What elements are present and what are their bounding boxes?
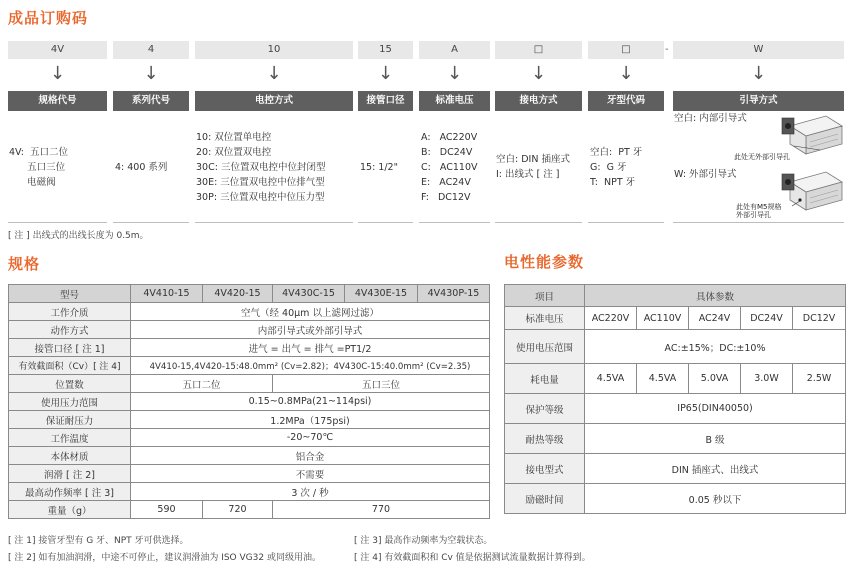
options-connection <box>496 152 570 182</box>
option-text: 30E: 三位置双电控中位排气型 <box>196 177 325 188</box>
label-pilot: 引导方式 <box>673 91 844 111</box>
divider <box>419 222 490 223</box>
elec-cell: B 级 <box>585 424 846 454</box>
option-pilot-external: W: 外部引导式 <box>674 169 737 180</box>
elec-cell: 4.5VA <box>637 364 689 394</box>
elec-cell: AC:±15%；DC:±10% <box>585 330 846 364</box>
table-row <box>505 330 846 364</box>
elec-cell: AC220V <box>585 307 637 330</box>
table-row <box>9 411 490 429</box>
spec-row-label: 重量（g） <box>9 501 131 519</box>
table-row <box>505 484 846 514</box>
spec-row-label: 位置数 <box>9 375 131 393</box>
table-row <box>9 339 490 357</box>
table-row <box>9 501 490 519</box>
options-control <box>196 130 325 205</box>
elec-cell: 3.0W <box>741 364 793 394</box>
table-row <box>9 429 490 447</box>
label-series: 系列代号 <box>113 91 189 111</box>
table-row <box>9 447 490 465</box>
elec-title: 电性能参数 <box>504 253 585 271</box>
spec-cell: -20~70℃ <box>131 429 490 447</box>
table-row <box>505 394 846 424</box>
option-text: 4: 400 系列 <box>115 162 168 173</box>
spec-cell: 590 <box>131 501 203 519</box>
label-spec: 规格代号 <box>8 91 107 111</box>
elec-row-label: 励磁时间 <box>505 484 585 514</box>
elec-header-cell: 具体参数 <box>585 285 846 307</box>
option-pilot-internal: 空白: 内部引导式 <box>674 113 747 124</box>
arrow-down-icon: ↓ <box>377 63 394 84</box>
valve-note-external <box>736 203 782 219</box>
spec-table <box>8 284 490 519</box>
arrow-down-icon: ↓ <box>143 63 159 84</box>
option-text: C: AC110V <box>421 162 478 173</box>
option-text: T: NPT 牙 <box>590 177 636 188</box>
table-row <box>9 285 490 303</box>
elec-row-label: 耐热等级 <box>505 424 585 454</box>
divider <box>358 222 413 223</box>
divider <box>588 222 664 223</box>
spec-row-label: 工作温度 <box>9 429 131 447</box>
spec-header-cell: 4V430P-15 <box>418 285 490 303</box>
spec-note-3: [ 注 3] 最高作动频率为空载状态。 <box>354 536 493 546</box>
option-text: I: 出线式 [ 注 ] <box>496 169 560 180</box>
spec-note-2: [ 注 2] 如有加油润滑，中途不可停止，建议润滑油为 ISO VG32 或同级用油。 <box>8 553 321 563</box>
option-text: 五口三位 <box>9 162 66 173</box>
elec-cell: DIN 插座式、出线式 <box>585 454 846 484</box>
table-row <box>9 393 490 411</box>
elec-cell: 5.0VA <box>689 364 741 394</box>
code-pilot: W <box>673 41 844 59</box>
code-port: 15 <box>358 41 413 59</box>
option-text: 15: 1/2" <box>360 162 398 173</box>
divider <box>113 222 189 223</box>
elec-header-cell: 项目 <box>505 285 585 307</box>
code-spec: 4V <box>8 41 107 59</box>
label-voltage: 标准电压 <box>419 91 490 111</box>
spec-row-label: 保证耐压力 <box>9 411 131 429</box>
arrow-down-icon: ↓ <box>49 63 66 84</box>
option-text: F: DC12V <box>421 192 471 203</box>
divider <box>495 222 582 223</box>
spec-cell: 3 次 / 秒 <box>131 483 490 501</box>
valve-note-internal: 此处无外部引导孔 <box>734 153 790 161</box>
elec-row-label: 保护等级 <box>505 394 585 424</box>
code-dash: - <box>665 44 669 55</box>
spec-header-cell: 4V410-15 <box>131 285 203 303</box>
table-row <box>505 364 846 394</box>
option-text: 30P: 三位置双电控中位压力型 <box>196 192 325 203</box>
spec-cell: 空气（经 40μm 以上滤网过滤） <box>131 303 490 321</box>
option-text: 30C: 三位置双电控中位封闭型 <box>196 162 326 173</box>
table-row <box>9 375 490 393</box>
option-text: 20: 双位置双电控 <box>196 147 272 158</box>
arrow-down-icon: ↓ <box>530 63 547 84</box>
elec-cell: AC24V <box>689 307 741 330</box>
valve-external-pilot-image <box>780 170 846 216</box>
arrow-down-icon: ↓ <box>750 63 767 84</box>
option-text: 空白: PT 牙 <box>590 147 643 158</box>
table-row <box>9 465 490 483</box>
option-text: A: AC220V <box>421 132 478 143</box>
table-row <box>505 307 846 330</box>
ordering-note: [ 注 ] 出线式的出线长度为 0.5m。 <box>8 231 149 241</box>
label-port: 接管口径 <box>358 91 413 111</box>
label-connection: 接电方式 <box>495 91 582 111</box>
spec-cell: 720 <box>203 501 273 519</box>
valve-note-line: 外部引导孔 <box>736 211 771 219</box>
spec-header-cell: 4V430E-15 <box>345 285 418 303</box>
table-row <box>505 424 846 454</box>
elec-row-label: 标准电压 <box>505 307 585 330</box>
table-row <box>505 454 846 484</box>
elec-row-label: 耗电量 <box>505 364 585 394</box>
spec-note-4: [ 注 4] 有效截面积和 Cv 值是依据测试流量数据计算得到。 <box>354 553 591 563</box>
code-voltage: A <box>419 41 490 59</box>
divider <box>195 222 353 223</box>
options-thread <box>590 145 642 190</box>
elec-row-label: 使用电压范围 <box>505 330 585 364</box>
valve-note-line: 此处有M5规格 <box>736 203 782 211</box>
label-control: 电控方式 <box>195 91 353 111</box>
ordering-title: 成品订购码 <box>8 9 89 27</box>
spec-row-label: 动作方式 <box>9 321 131 339</box>
options-series <box>115 160 167 175</box>
options-spec <box>9 145 68 190</box>
divider <box>673 222 844 223</box>
elec-table <box>504 284 846 514</box>
table-row <box>9 357 490 375</box>
spec-note-1: [ 注 1] 接管牙型有 G 牙、NPT 牙可供选择。 <box>8 536 189 546</box>
option-text: B: DC24V <box>421 147 473 158</box>
elec-cell: 2.5W <box>793 364 846 394</box>
code-series: 4 <box>113 41 189 59</box>
arrow-down-icon: ↓ <box>446 63 463 84</box>
spec-cell: 0.15~0.8MPa(21~114psi) <box>131 393 490 411</box>
label-thread: 牙型代码 <box>588 91 664 111</box>
spec-header-cell: 型号 <box>9 285 131 303</box>
arrow-down-icon: ↓ <box>266 63 282 84</box>
option-text: 10: 双位置单电控 <box>196 132 272 143</box>
code-connection: □ <box>495 41 582 59</box>
spec-title: 规格 <box>8 255 41 273</box>
spec-cell: 五口二位 <box>131 375 273 393</box>
code-control: 10 <box>195 41 353 59</box>
options-port <box>360 160 398 175</box>
elec-cell: DC24V <box>741 307 793 330</box>
option-text: G: G 牙 <box>590 162 627 173</box>
table-row <box>505 285 846 307</box>
spec-header-cell: 4V430C-15 <box>273 285 345 303</box>
spec-row-label: 润滑 [ 注 2] <box>9 465 131 483</box>
elec-cell: IP65(DIN40050) <box>585 394 846 424</box>
arrow-down-icon: ↓ <box>618 63 634 84</box>
spec-cell: 铝合金 <box>131 447 490 465</box>
spec-row-label: 使用压力范围 <box>9 393 131 411</box>
spec-cell: 不需要 <box>131 465 490 483</box>
elec-cell: 4.5VA <box>585 364 637 394</box>
spec-cell: 4V410-15,4V420-15:48.0mm² (Cv=2.82)；4V430C-15:40.0mm² (Cv=2.35) <box>131 357 490 375</box>
table-row <box>9 303 490 321</box>
spec-row-label: 最高动作频率 [ 注 3] <box>9 483 131 501</box>
spec-cell: 五口三位 <box>273 375 490 393</box>
table-row <box>9 321 490 339</box>
spec-row-label: 有效截面积（Cv）[ 注 4] <box>9 357 131 375</box>
option-text: 4V: 五口二位 <box>9 147 69 158</box>
spec-cell: 进气 = 出气 = 排气 =PT1/2 <box>131 339 490 357</box>
elec-cell: DC12V <box>793 307 846 330</box>
spec-cell: 770 <box>273 501 490 519</box>
code-thread: □ <box>588 41 664 59</box>
divider <box>8 222 107 223</box>
option-text: E: AC24V <box>421 177 471 188</box>
spec-header-cell: 4V420-15 <box>203 285 273 303</box>
elec-cell: AC110V <box>637 307 689 330</box>
spec-cell: 内部引导式或外部引导式 <box>131 321 490 339</box>
elec-cell: 0.05 秒以下 <box>585 484 846 514</box>
option-text: 空白: DIN 插座式 <box>496 154 570 165</box>
option-text: 电磁阀 <box>9 177 56 188</box>
spec-cell: 1.2MPa（175psi) <box>131 411 490 429</box>
spec-row-label: 接管口径 [ 注 1] <box>9 339 131 357</box>
spec-row-label: 工作介质 <box>9 303 131 321</box>
elec-row-label: 接电型式 <box>505 454 585 484</box>
table-row <box>9 483 490 501</box>
options-voltage <box>421 130 478 205</box>
spec-row-label: 本体材质 <box>9 447 131 465</box>
